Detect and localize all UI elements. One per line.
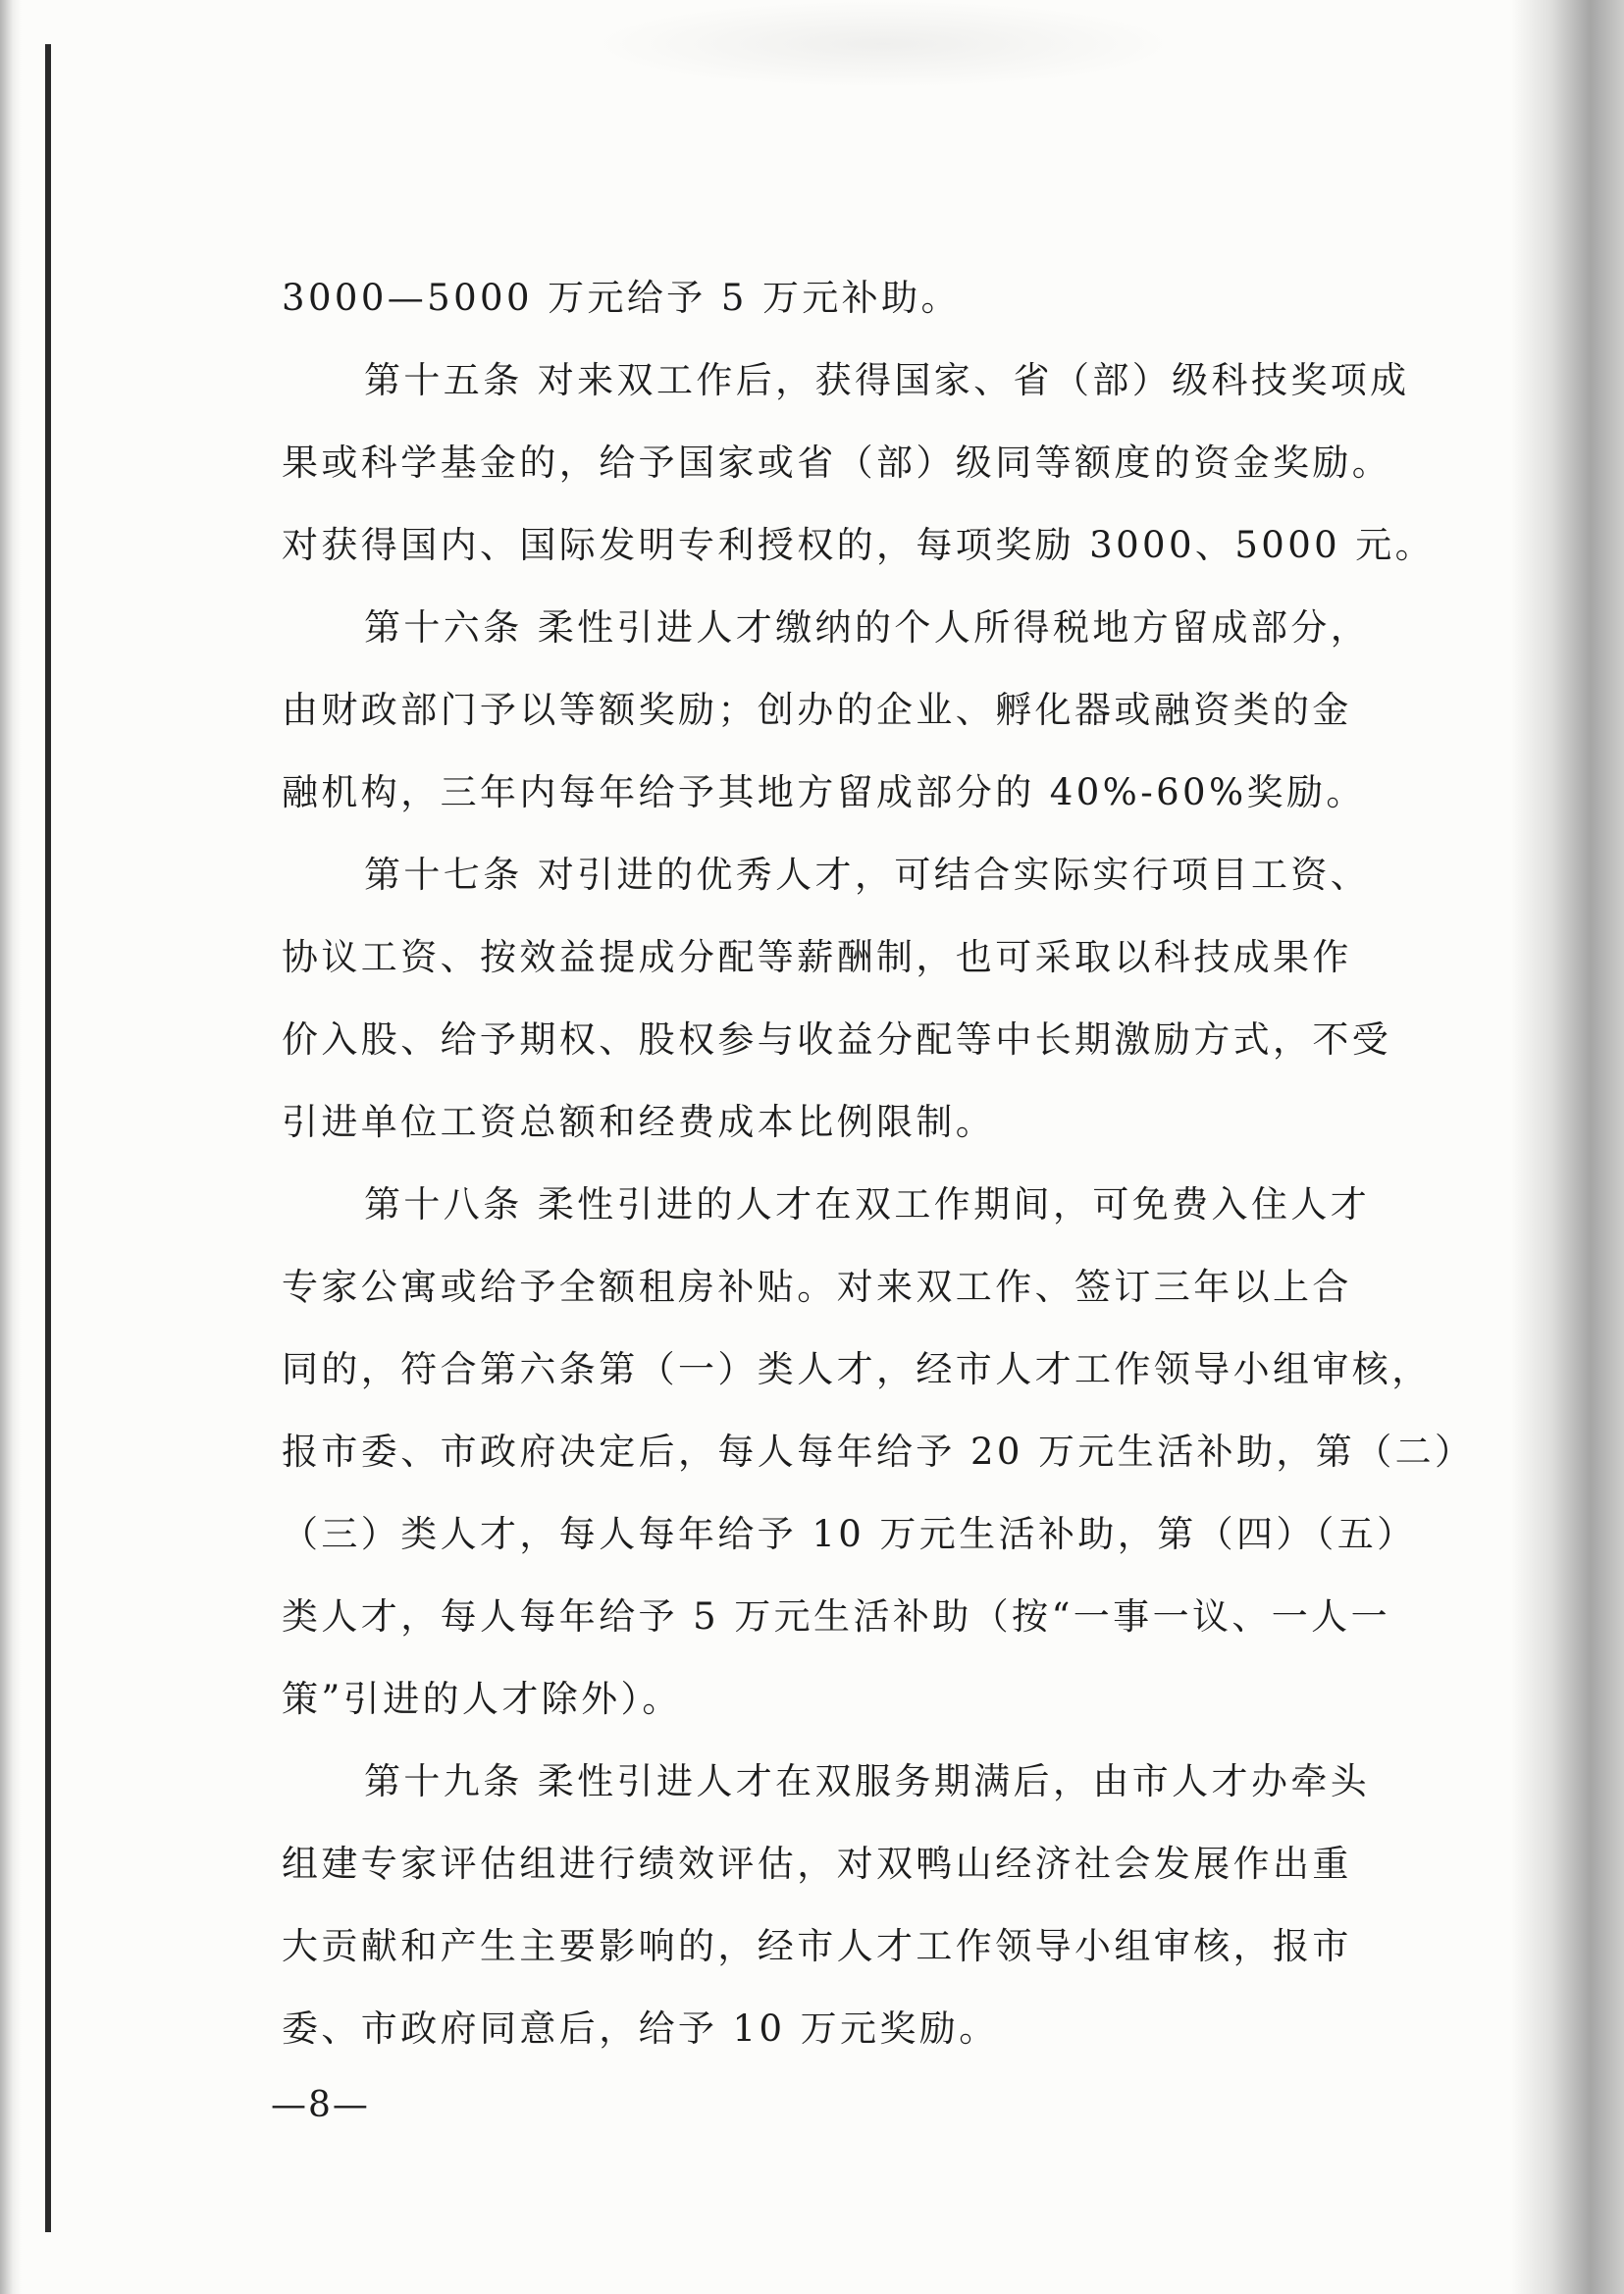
text-line: 专家公寓或给予全额租房补贴。对来双工作、签订三年以上合 [282,1266,1352,1308]
text-line: 类人才，每人每年给予 5 万元生活补助（按“一事一议、一人一 [282,1595,1390,1638]
text-line: 融机构，三年内每年给予其地方留成部分的 40%-60%奖励。 [282,771,1366,813]
text-line: （三）类人才，每人每年给予 10 万元生活补助，第（四）（五） [282,1513,1417,1555]
binding-edge-line [45,44,51,2232]
text-line: 同的，符合第六条第（一）类人才，经市人才工作领导小组审核， [282,1348,1432,1390]
page-number: —8— [271,2085,370,2125]
article-18-line: 第十八条 柔性引进的人才在双工作期间，可免费入住人才 [364,1183,1371,1225]
scan-shadow-right [1511,0,1624,2294]
text-line: 引进单位工资总额和经费成本比例限制。 [282,1101,996,1143]
text-line: 报市委、市政府决定后，每人每年给予 20 万元生活补助，第（二） [282,1431,1475,1473]
article-17-line: 第十七条 对引进的优秀人才，可结合实际实行项目工资、 [364,854,1371,896]
text-line: 组建专家评估组进行绩效评估，对双鸭山经济社会发展作出重 [282,1843,1352,1885]
text-line: 果或科学基金的，给予国家或省（部）级同等额度的资金奖励。 [282,442,1392,484]
text-line: 价入股、给予期权、股权参与收益分配等中长期激励方式，不受 [282,1018,1392,1061]
text-line: 协议工资、按效益提成分配等薪酬制，也可采取以科技成果作 [282,936,1352,978]
article-19-line: 第十九条 柔性引进人才在双服务期满后，由市人才办牵头 [364,1760,1371,1802]
scan-smudge [589,0,1178,88]
text-line: 委、市政府同意后，给予 10 万元奖励。 [282,2007,999,2050]
scan-shadow-left [0,0,22,2294]
text-line: 大贡献和产生主要影响的，经市人才工作领导小组审核，报市 [282,1925,1352,1967]
document-body [282,257,1475,2070]
text-line: 对获得国内、国际发明专利授权的，每项奖励 3000、5000 元。 [282,524,1436,566]
article-15-line: 第十五条 对来双工作后，获得国家、省（部）级科技奖项成 [364,359,1410,401]
text-line: 策”引进的人才除外）。 [282,1678,682,1720]
text-line: 由财政部门予以等额奖励；创办的企业、孵化器或融资类的金 [282,689,1352,731]
text-line: 3000—5000 万元给予 5 万元补助。 [282,277,961,319]
article-16-line: 第十六条 柔性引进人才缴纳的个人所得税地方留成部分， [364,606,1371,649]
